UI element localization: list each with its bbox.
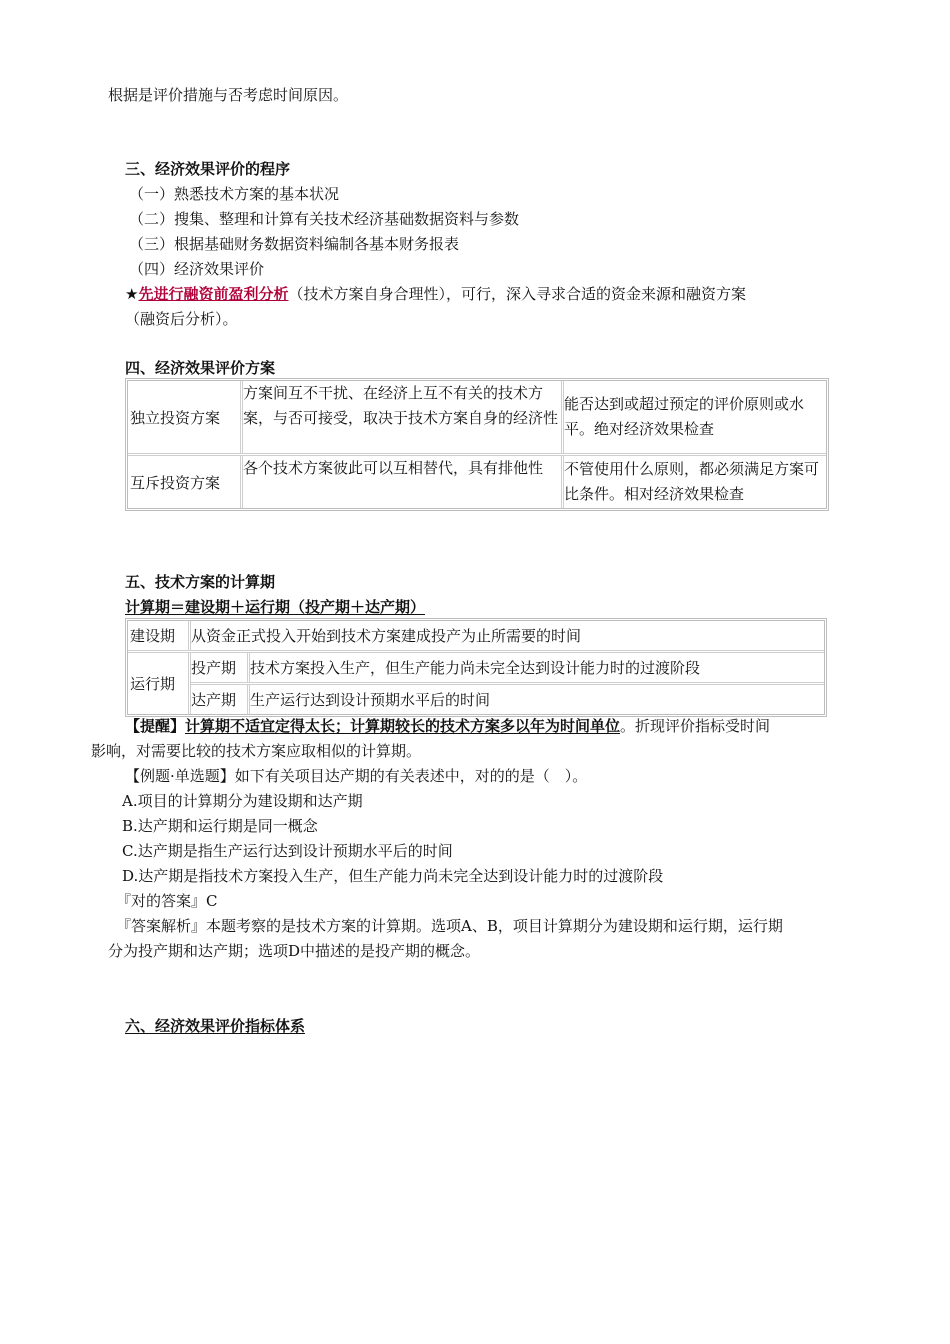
option-c: C.达产期是指生产运行达到设计预期水平后的时间 (122, 842, 453, 860)
example-stem: 【例题·单选题】如下有关项目达产期的有关表述中，对的的是（ ）。 (125, 767, 588, 785)
tip-prefix: 【提醒】 (125, 717, 186, 735)
step-1: （一）熟悉技术方案的基本状况 (129, 185, 340, 203)
star-note-line2: （融资后分析）。 (125, 310, 238, 328)
plan-check: 能否达到或超过预定的评价原则或水平。绝对经济效果检查 (564, 395, 805, 438)
sub-period-label: 投产期 (191, 653, 250, 682)
table-row (128, 381, 826, 456)
sub-period-desc: 技术方案投入生产，但生产能力尚未完全达到设计能力时的过渡阶段 (250, 659, 701, 677)
note-rest: （技术方案自身合理性），可行，深入寻求合适的资金来源和融资方案 (288, 285, 746, 303)
step-4: （四）经济效果评价 (129, 260, 265, 278)
sub-period-desc: 生产运行达到设计预期水平后的时间 (250, 691, 491, 709)
section4-heading: 四、经济效果评价方案 (125, 359, 276, 377)
operation-subrows (191, 653, 824, 714)
tip-line2: 影响，对需要比较的技术方案应取相似的计算期。 (91, 742, 422, 760)
analysis-line2: 分为投产期和达产期；选项D中描述的是投产期的概念。 (108, 942, 481, 960)
table-row (128, 653, 824, 714)
table-row (191, 653, 824, 685)
table-row (128, 456, 826, 508)
plan-desc: 方案间互不干扰、在经济上互不有关的技术方案，与否可接受，取决于技术方案自身的经济性 (243, 381, 564, 453)
star-note (125, 283, 746, 304)
intro-line: 根据是评价措施与否考虑时间原因。 (108, 86, 349, 104)
plan-desc: 各个技术方案彼此可以互相替代，具有排他性 (243, 456, 564, 508)
construction-label: 建设期 (128, 621, 191, 650)
period-formula: 计算期＝建设期＋运行期（投产期＋达产期） (125, 598, 426, 616)
tip-bold: 计算期不适宜定得太长；计算期较长的技术方案多以年为时间单位 (185, 717, 621, 735)
tip-line (125, 715, 770, 736)
table-row (128, 621, 824, 653)
option-a: A.项目的计算期分为建设期和达产期 (122, 792, 363, 810)
option-d: D.达产期是指技术方案投入生产，但生产能力尚未完全达到设计能力时的过渡阶段 (122, 867, 664, 885)
section6-heading: 六、经济效果评价指标体系 (125, 1017, 306, 1035)
section5-heading: 五、技术方案的计算期 (125, 573, 276, 591)
plan-type-table (125, 378, 829, 511)
plan-name: 独立投资方案 (128, 381, 243, 453)
table-row (191, 685, 824, 714)
construction-desc: 从资金正式投入开始到技术方案建成投产为止所需要的时间 (191, 627, 582, 645)
plan-check: 不管使用什么原则，都必须满足方案可比条件。相对经济效果检查 (564, 460, 820, 503)
operation-label: 运行期 (128, 653, 191, 714)
period-table (125, 618, 827, 717)
note-highlight: 先进行融资前盈利分析 (138, 285, 289, 303)
tip-rest: 。折现评价指标受时间 (620, 717, 771, 735)
step-2: （二）搜集、整理和计算有关技术经济基础数据资料与参数 (129, 210, 520, 228)
step-3: （三）根据基础财务数据资料编制各基本财务报表 (129, 235, 460, 253)
plan-name: 互斥投资方案 (128, 456, 243, 508)
section3-heading: 三、经济效果评价的程序 (125, 160, 291, 178)
answer: 『对的答案』C (116, 892, 218, 910)
analysis-line1: 『答案解析』本题考察的是技术方案的计算期。选项A、B，项目计算期分为建设期和运行期，运行期 (116, 917, 783, 935)
option-b: B.达产期和运行期是同一概念 (122, 817, 318, 835)
star-icon: ★ (125, 285, 139, 303)
sub-period-label: 达产期 (191, 685, 250, 714)
